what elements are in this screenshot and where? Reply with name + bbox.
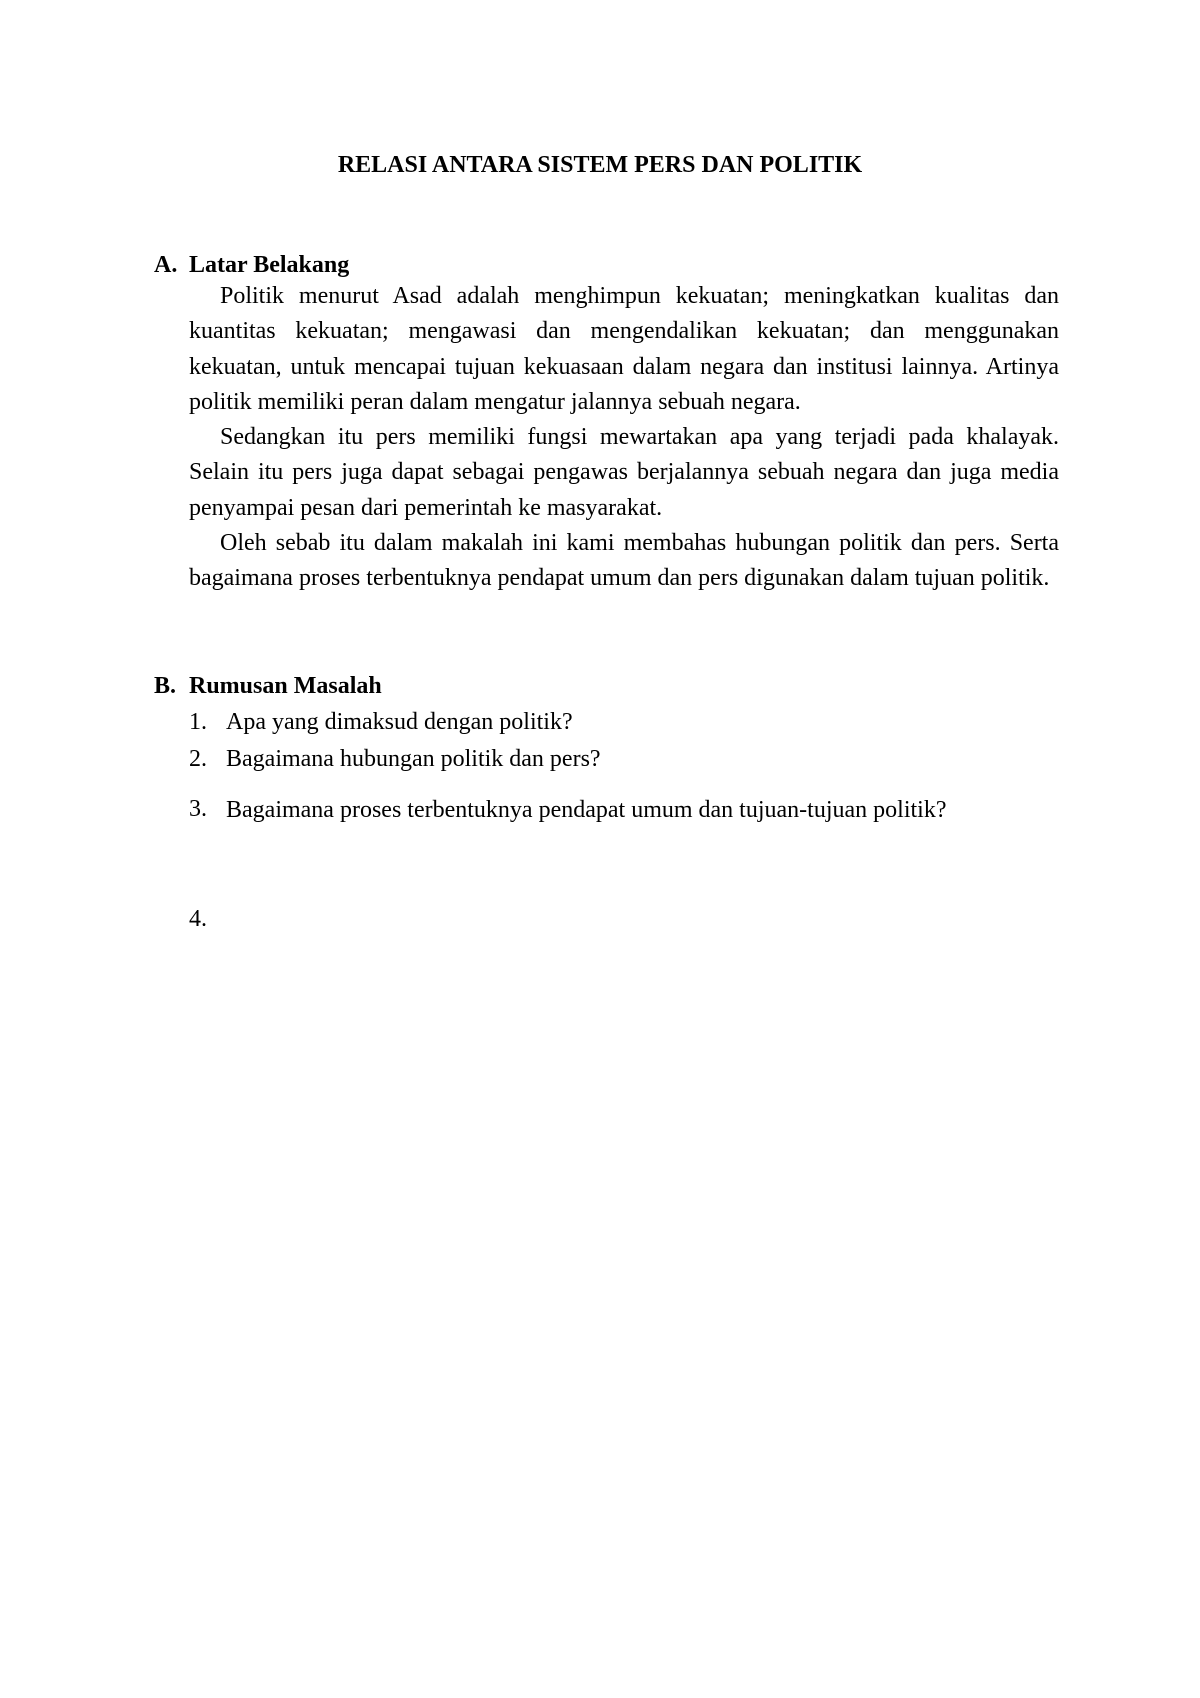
section-a-marker: A. bbox=[154, 252, 178, 278]
section-b-marker: B. bbox=[154, 673, 177, 699]
list-item bbox=[189, 705, 1059, 740]
paragraph-3: Oleh sebab itu dalam makalah ini kami membahas hubungan politik dan pers. Serta bagaimana proses terbentuknya pendapat umum dan pers digunakan dalam tujuan politik. bbox=[189, 530, 1059, 592]
paragraph-1: Politik menurut Asad adalah menghimpun kekuatan; meningkatkan kualitas dan kuantitas kekuatan; mengawasi dan mengendalikan kekuatan; dan menggunakan kekuatan, untuk mencapai tujuan kekuasaan dalam negara dan institusi lainnya. Artinya politik memiliki peran dalam mengatur jalannya sebuah negara. bbox=[189, 283, 1059, 415]
paragraph-2: Sedangkan itu pers memiliki fungsi mewartakan apa yang terjadi pada khalayak. Selain itu pers juga dapat sebagai pengawas berjalannya sebuah negara dan juga media penyampai pesan dari pemerintah ke masyarakat. bbox=[189, 424, 1059, 521]
list-item-text: Bagaimana hubungan politik dan pers? bbox=[226, 746, 601, 772]
list-item-number: 1. bbox=[189, 709, 207, 735]
section-b-title: Rumusan Masalah bbox=[189, 673, 382, 699]
section-a-heading bbox=[154, 250, 349, 280]
list-item-number: 3. bbox=[189, 796, 207, 822]
document-title: RELASI ANTARA SISTEM PERS DAN POLITIK bbox=[337, 152, 863, 178]
section-a-body bbox=[189, 279, 1059, 597]
list-item-text: Bagaimana proses terbentuknya pendapat umum dan tujuan-tujuan politik? bbox=[226, 797, 947, 823]
list-item-number: 2. bbox=[189, 746, 207, 772]
list-item bbox=[189, 742, 1059, 777]
list-item bbox=[189, 786, 1059, 834]
section-b-heading bbox=[154, 671, 382, 701]
list-item-number: 4. bbox=[189, 906, 207, 932]
section-a-title: Latar Belakang bbox=[189, 252, 350, 278]
list-item-text: Apa yang dimaksud dengan politik? bbox=[226, 709, 573, 735]
